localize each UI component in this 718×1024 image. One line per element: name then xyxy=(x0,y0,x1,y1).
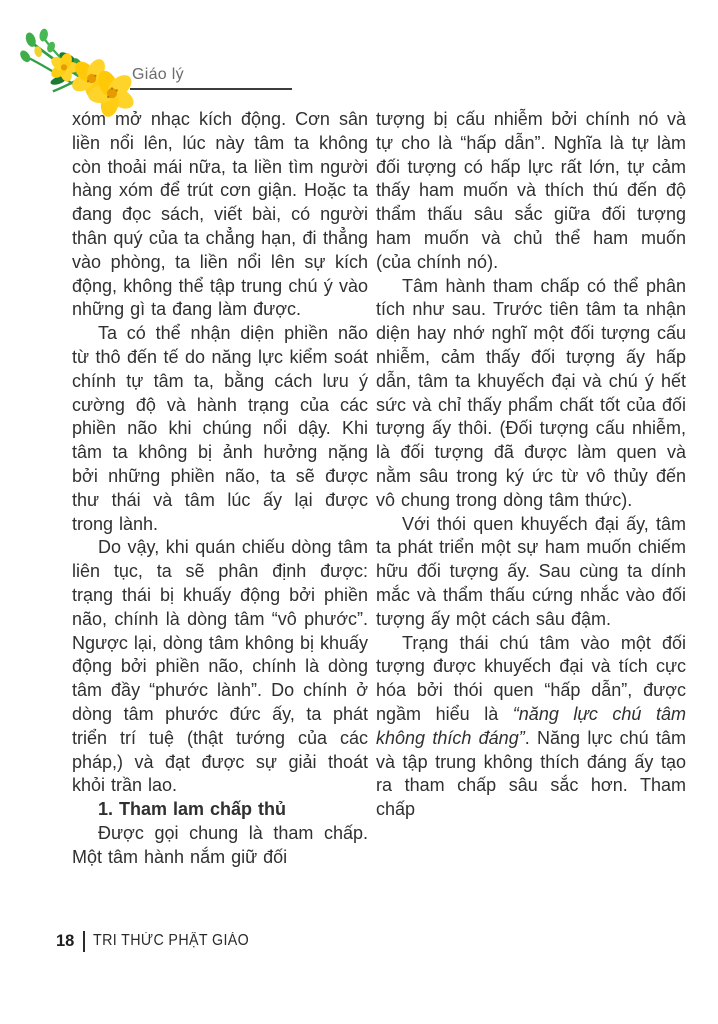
section-heading xyxy=(72,798,368,822)
text-run: Với thói quen khuyếch đại ấy, tâm ta phát triển một sự ham muốn chiếm hữu đối tượng ấy. Sau cùng ta dính mắc và thẩm thấu cứng nhắc vào đối tượng ấy một cách sâu đậm. xyxy=(376,513,686,629)
section-label: Giáo lý xyxy=(132,66,184,83)
text-run: Được gọi chung là tham chấp. Một tâm hành nắm giữ đối xyxy=(72,822,368,867)
body-paragraph xyxy=(376,513,686,632)
body-paragraph xyxy=(72,822,368,870)
text-run: tượng bị cấu nhiễm bởi chính nó và tự cho là “hấp dẫn”. Nghĩa là tự làm đối tượng có hấp lực rất lớn, tự cảm thấy ham muốn và thích thú đến độ thẩm thấu sâu sắc giữa đối tượng ham muốn và chủ thể ham muốn (của chính nó). xyxy=(376,109,686,272)
text-column-left xyxy=(72,108,368,926)
body-paragraph xyxy=(72,536,368,798)
body-paragraph xyxy=(376,108,686,275)
footer-divider xyxy=(83,931,84,952)
journal-title: TRI THỨC PHẬT GIÁO xyxy=(92,932,249,949)
page-footer xyxy=(56,929,262,953)
body-paragraph xyxy=(376,275,686,513)
italic-phrase: “năng lực chú tâm không thích đáng” xyxy=(376,703,686,748)
apricot-blossom-illustration xyxy=(16,26,136,118)
body-paragraph xyxy=(72,108,368,322)
text-run: Tâm hành tham chấp có thể phân tích như sau. Trước tiên tâm ta nhận diện hay nhớ nghĩ một đối tượng cấu nhiễm, cảm thấy đối tượng ấy hấp dẫn, tâm ta khuyếch đại và chú ý hết sức và chỉ thấy phẩm chất tốt của đối tượng ấy thôi. (Đối tượng cấu nhiễm, là đối tượng đã được làm quen và nằm sâu trong ký ức từ vô thủy đến vô chung trong dòng tâm thức). xyxy=(376,275,686,510)
text-column-right xyxy=(376,108,686,926)
text-run: Trạng thái chú tâm vào một đối tượng được khuyếch đại và tích cực hóa bởi thói quen “hấp dẫn”, được ngầm hiểu là xyxy=(376,632,686,724)
text-run: Do vậy, khi quán chiếu dòng tâm liên tục, ta sẽ phân định được: trạng thái bị khuấy động bởi phiền não, chính là dòng tâm “vô phước”. Ngược lại, dòng tâm không bị khuấy động bởi phiền não, chính là dòng tâm đầy “phước lành”. Do chính ở dòng tâm phước đức ấy, ta phát triển trí tuệ (thật tướng của các pháp,) và đạt được sự giải thoát khỏi trần lao. xyxy=(72,537,368,796)
text-run: Ta có thể nhận diện phiền não từ thô đến tế do năng lực kiểm soát chính tự tâm ta, bằng cách lưu ý cường độ và hành trạng của các phiền não khi chúng nổi dậy. Khi tâm ta không bị ảnh hưởng nặng bởi những phiền não, ta sẽ được thư thái và tâm lúc ấy lại được trong lành. xyxy=(72,323,368,534)
body-paragraph xyxy=(376,632,686,822)
article-body xyxy=(72,108,686,926)
body-paragraph xyxy=(72,322,368,536)
header-rule xyxy=(130,88,292,90)
page-number: 18 xyxy=(56,931,75,950)
text-run: xóm mở nhạc kích động. Cơn sân liền nổi lên, lúc này tâm ta không còn thoải mái nữa, ta liền tìm người hàng xóm để trút cơn giận. Hoặc ta đang đọc sách, viết bài, có người thân quý của ta chẳng hạn, đi thẳng vào phòng, ta liền nổi lên sự kích động, không thể tập trung chú ý vào những gì ta đang làm được. xyxy=(72,109,368,320)
text-run: . Năng lực chú tâm và tập trung không thích đáng ấy tạo ra tham chấp sâu sắc hơn. Tham chấp xyxy=(376,727,686,820)
text-run: 1. Tham lam chấp thủ xyxy=(98,799,287,820)
